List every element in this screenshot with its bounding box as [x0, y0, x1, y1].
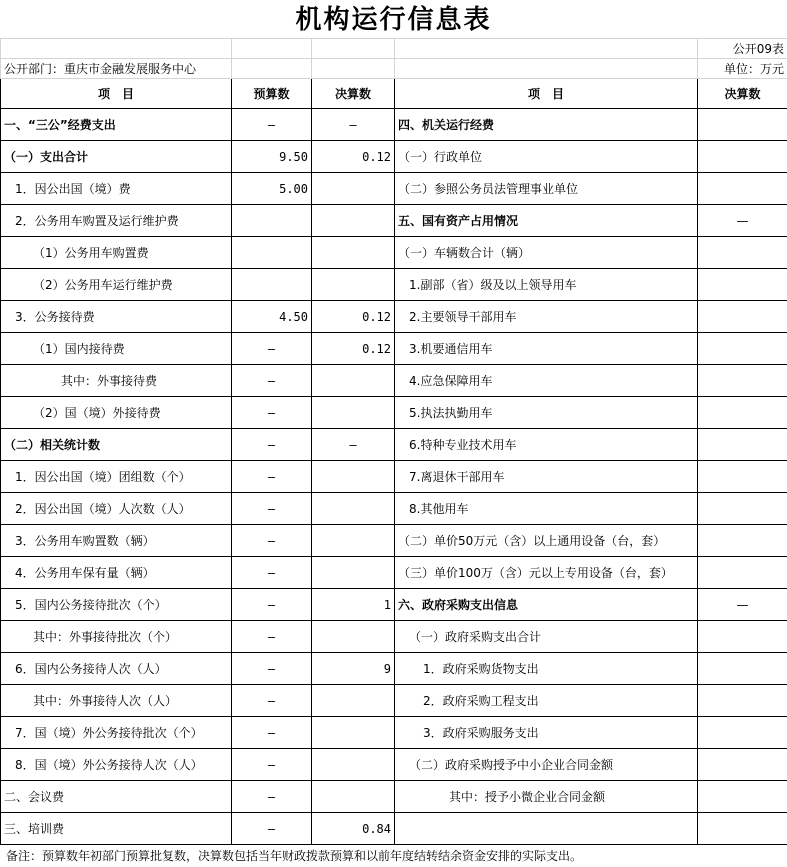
actual-value [312, 461, 395, 493]
table-row [1, 621, 787, 653]
table-row [1, 461, 787, 493]
actual-value [312, 397, 395, 429]
actual-value-right [698, 685, 787, 717]
actual-value [312, 781, 395, 813]
row-item-left: 其中：外事接待批次（个） [1, 621, 232, 653]
row-item-left: （1）公务用车购置费 [1, 237, 232, 269]
actual-value [312, 621, 395, 653]
row-item-right [395, 813, 698, 845]
table-row [1, 685, 787, 717]
row-item-left: 3．公务接待费 [1, 301, 232, 333]
row-item-left: 2．因公出国（境）人次数（人） [1, 493, 232, 525]
header-budget: 预算数 [232, 79, 312, 109]
row-item-right: 8.其他用车 [395, 493, 698, 525]
actual-value-right [698, 557, 787, 589]
row-item-left: 1．因公出国（境）费 [1, 173, 232, 205]
row-item-right: 7.离退休干部用车 [395, 461, 698, 493]
budget-value [232, 205, 312, 237]
actual-value: 1 [312, 589, 395, 621]
table-number: 公开09表 [698, 39, 787, 59]
budget-value: — [232, 557, 312, 589]
actual-value [312, 173, 395, 205]
row-item-right: 五、国有资产占用情况 [395, 205, 698, 237]
budget-value: — [232, 717, 312, 749]
actual-value-right [698, 429, 787, 461]
budget-value: 5.00 [232, 173, 312, 205]
row-item-left: 其中：外事接待费 [1, 365, 232, 397]
row-item-left: 1．因公出国（境）团组数（个） [1, 461, 232, 493]
actual-value-right [698, 621, 787, 653]
actual-value [312, 749, 395, 781]
row-item-right: 3．政府采购服务支出 [395, 717, 698, 749]
table-row [1, 429, 787, 461]
row-item-right: 3.机要通信用车 [395, 333, 698, 365]
spreadsheet [0, 38, 787, 845]
actual-value [312, 237, 395, 269]
row-item-left: （二）相关统计数 [1, 429, 232, 461]
row-item-left: 8．国（境）外公务接待人次（人） [1, 749, 232, 781]
table-row [1, 557, 787, 589]
table-row [1, 365, 787, 397]
budget-value: — [232, 461, 312, 493]
table-row [1, 109, 787, 141]
actual-value-right [698, 333, 787, 365]
department-label: 公开部门：重庆市金融发展服务中心 [1, 59, 232, 79]
actual-value: 0.84 [312, 813, 395, 845]
row-item-right: 2．政府采购工程支出 [395, 685, 698, 717]
row-item-left: 7．国（境）外公务接待批次（个） [1, 717, 232, 749]
row-item-right: （一）政府采购支出合计 [395, 621, 698, 653]
actual-value-right [698, 237, 787, 269]
budget-value: — [232, 429, 312, 461]
budget-value: — [232, 813, 312, 845]
row-item-left: （2）公务用车运行维护费 [1, 269, 232, 301]
actual-value-right [698, 109, 787, 141]
actual-value-right [698, 269, 787, 301]
actual-value-right [698, 141, 787, 173]
row-item-right: 其中：授予小微企业合同金额 [395, 781, 698, 813]
actual-value [312, 525, 395, 557]
actual-value-right [698, 493, 787, 525]
row-item-left: 一、“三公”经费支出 [1, 109, 232, 141]
table-row [1, 589, 787, 621]
row-item-right: 1．政府采购货物支出 [395, 653, 698, 685]
row-item-left: 3．公务用车购置数（辆） [1, 525, 232, 557]
header-actual-right: 决算数 [698, 79, 787, 109]
table-row [1, 781, 787, 813]
meta-cell [1, 39, 232, 59]
actual-value-right [698, 653, 787, 685]
actual-value-right: — [698, 205, 787, 237]
actual-value-right [698, 365, 787, 397]
row-item-right: （一）车辆数合计（辆） [395, 237, 698, 269]
actual-value: 9 [312, 653, 395, 685]
actual-value [312, 557, 395, 589]
actual-value-right [698, 301, 787, 333]
meta-cell [232, 39, 312, 59]
table-row [1, 717, 787, 749]
unit-label: 单位：万元 [698, 59, 787, 79]
budget-value: — [232, 333, 312, 365]
row-item-right: 6.特种专业技术用车 [395, 429, 698, 461]
header-item: 项 目 [1, 79, 232, 109]
row-item-left: （2）国（境）外接待费 [1, 397, 232, 429]
institution-operation-table [0, 38, 787, 845]
header-item-right: 项 目 [395, 79, 698, 109]
budget-value: — [232, 397, 312, 429]
actual-value-right [698, 813, 787, 845]
budget-value: — [232, 365, 312, 397]
actual-value [312, 269, 395, 301]
table-row [1, 205, 787, 237]
row-item-right: 5.执法执勤用车 [395, 397, 698, 429]
budget-value: — [232, 749, 312, 781]
row-item-left: 6．国内公务接待人次（人） [1, 653, 232, 685]
table-row [1, 493, 787, 525]
row-item-right: （二）单价50万元（含）以上通用设备（台，套） [395, 525, 698, 557]
row-item-left: 4．公务用车保有量（辆） [1, 557, 232, 589]
table-row [1, 813, 787, 845]
row-item-left: （1）国内接待费 [1, 333, 232, 365]
actual-value-right [698, 781, 787, 813]
row-item-left: 2．公务用车购置及运行维护费 [1, 205, 232, 237]
row-item-right: （二）政府采购授予中小企业合同金额 [395, 749, 698, 781]
actual-value-right [698, 461, 787, 493]
budget-value: — [232, 109, 312, 141]
row-item-right: 四、机关运行经费 [395, 109, 698, 141]
table-row [1, 269, 787, 301]
actual-value-right [698, 525, 787, 557]
header-actual: 决算数 [312, 79, 395, 109]
row-item-right: 1.副部（省）级及以上领导用车 [395, 269, 698, 301]
budget-value: — [232, 589, 312, 621]
actual-value: — [312, 109, 395, 141]
row-item-right: 2.主要领导干部用车 [395, 301, 698, 333]
page-title: 机构运行信息表 [0, 0, 787, 38]
table-row [1, 525, 787, 557]
table-row [1, 173, 787, 205]
table-row [1, 397, 787, 429]
meta-cell [395, 59, 698, 79]
budget-value [232, 237, 312, 269]
actual-value [312, 365, 395, 397]
table-row [1, 333, 787, 365]
meta-cell [312, 39, 395, 59]
budget-value: 4.50 [232, 301, 312, 333]
actual-value: 0.12 [312, 141, 395, 173]
footnote: 备注：预算数年初部门预算批复数，决算数包括当年财政拨款预算和以前年度结转结余资金安排的实际支出。 [0, 844, 787, 866]
budget-value: — [232, 781, 312, 813]
actual-value-right [698, 717, 787, 749]
table-row [1, 301, 787, 333]
row-item-right: 六、政府采购支出信息 [395, 589, 698, 621]
row-item-left: 5．国内公务接待批次（个） [1, 589, 232, 621]
row-item-left: 三、培训费 [1, 813, 232, 845]
actual-value [312, 493, 395, 525]
budget-value: — [232, 525, 312, 557]
actual-value: 0.12 [312, 333, 395, 365]
row-item-left: 二、会议费 [1, 781, 232, 813]
table-row [1, 653, 787, 685]
actual-value-right [698, 749, 787, 781]
actual-value [312, 717, 395, 749]
actual-value: 0.12 [312, 301, 395, 333]
actual-value: — [312, 429, 395, 461]
budget-value: — [232, 653, 312, 685]
meta-cell [312, 59, 395, 79]
row-item-left: 其中：外事接待人次（人） [1, 685, 232, 717]
meta-cell [395, 39, 698, 59]
budget-value [232, 269, 312, 301]
table-row [1, 141, 787, 173]
table-row [1, 749, 787, 781]
actual-value-right [698, 173, 787, 205]
table-row [1, 237, 787, 269]
row-item-right: （二）参照公务员法管理事业单位 [395, 173, 698, 205]
budget-value: 9.50 [232, 141, 312, 173]
budget-value: — [232, 621, 312, 653]
actual-value-right [698, 397, 787, 429]
meta-cell [232, 59, 312, 79]
actual-value [312, 685, 395, 717]
row-item-right: （一）行政单位 [395, 141, 698, 173]
row-item-right: （三）单价100万（含）元以上专用设备（台，套） [395, 557, 698, 589]
actual-value-right: — [698, 589, 787, 621]
budget-value: — [232, 493, 312, 525]
row-item-right: 4.应急保障用车 [395, 365, 698, 397]
budget-value: — [232, 685, 312, 717]
actual-value [312, 205, 395, 237]
row-item-left: （一）支出合计 [1, 141, 232, 173]
